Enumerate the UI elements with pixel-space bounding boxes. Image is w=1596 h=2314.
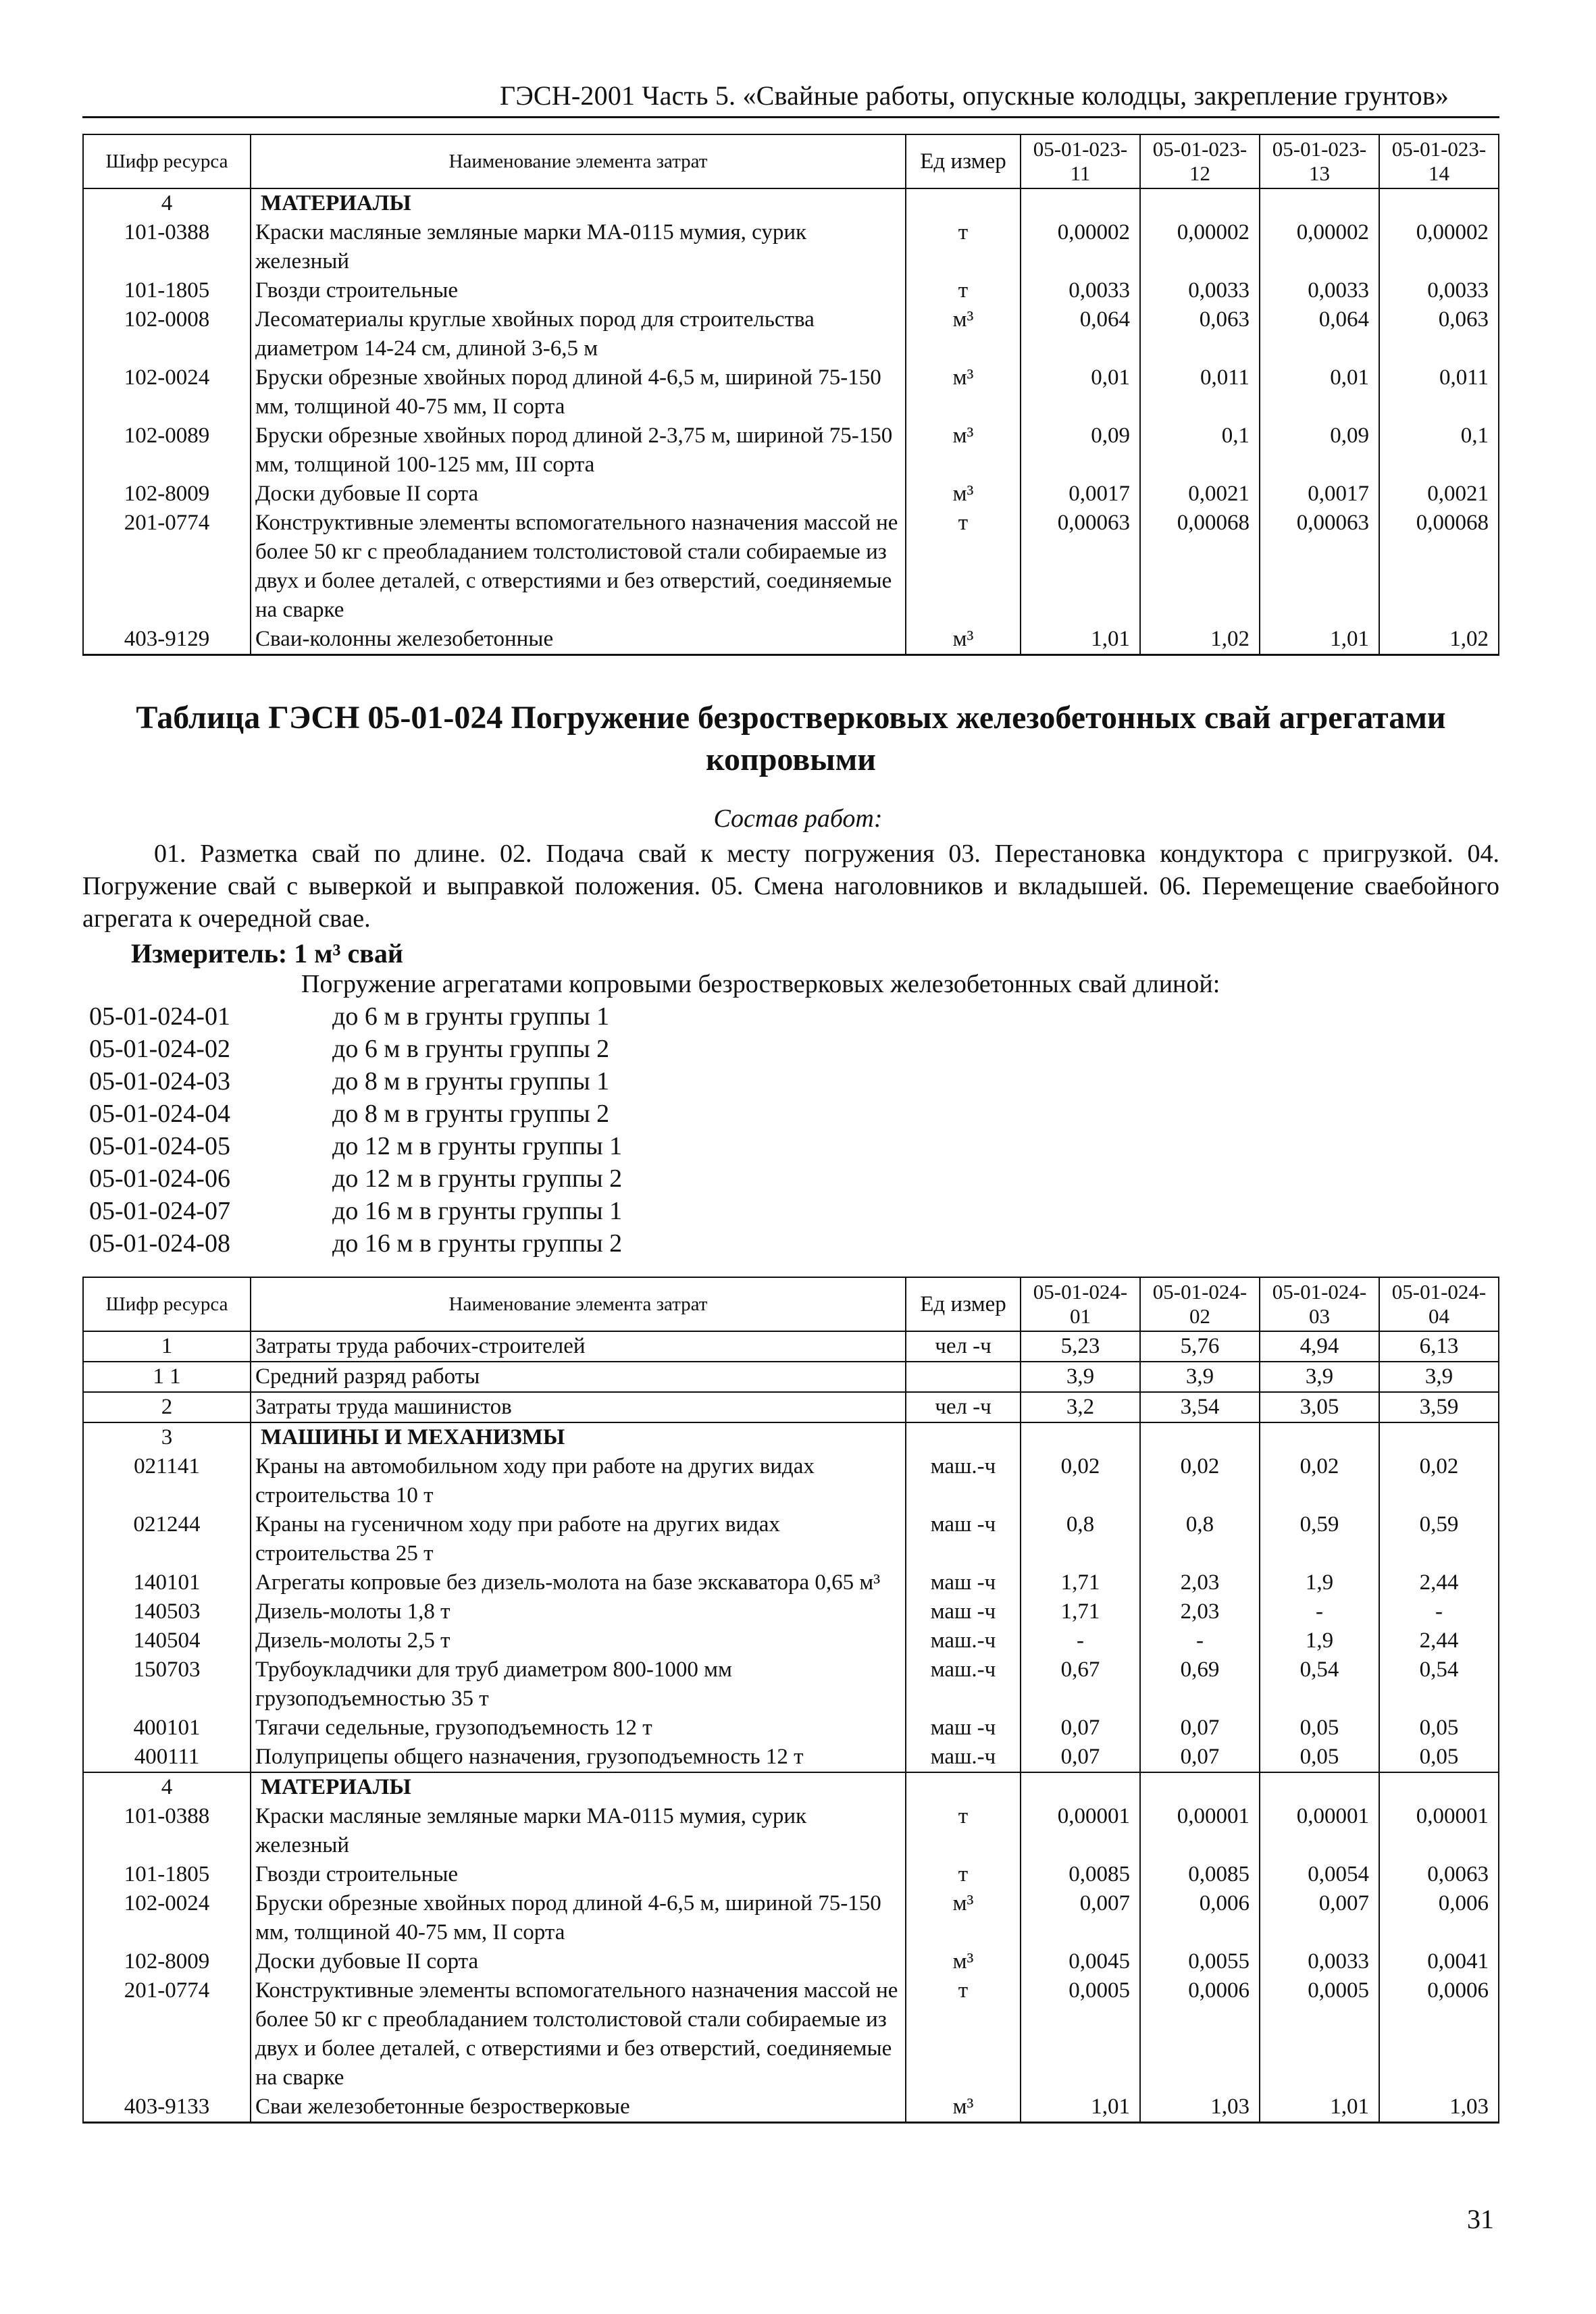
variant-code: 05-01-024-08 — [89, 1229, 230, 1258]
resource-name: Доски дубовые II сорта — [251, 1947, 906, 1976]
resource-name: Сваи железобетонные безростверковые — [251, 2092, 906, 2123]
resource-unit: маш -ч — [906, 1568, 1021, 1597]
variant-desc: до 12 м в грунты группы 1 — [332, 1132, 623, 1160]
variant-code: 05-01-024-05 — [89, 1132, 230, 1160]
norm-value: 0,00001 — [1379, 1802, 1499, 1860]
col-header-variant: 05-01-023-11 — [1021, 134, 1140, 188]
col-header-unit: Ед измер — [906, 134, 1021, 188]
col-header-variant: 05-01-024-03 — [1260, 1277, 1379, 1331]
norm-value: 0,02 — [1260, 1452, 1379, 1510]
col-header-name: Наименование элемента затрат — [251, 134, 906, 188]
measure-unit — [131, 937, 403, 969]
norm-value: 2,44 — [1379, 1568, 1499, 1597]
variant-desc: до 16 м в грунты группы 2 — [332, 1229, 623, 1258]
norm-value: 0,8 — [1021, 1510, 1140, 1568]
table-row — [83, 1889, 1499, 1947]
norm-value: 1,01 — [1260, 625, 1379, 655]
table-row — [83, 1452, 1499, 1510]
resource-code: 403-9129 — [83, 625, 251, 655]
col-header-code: Шифр ресурса — [83, 1277, 251, 1331]
norm-value: 0,0085 — [1021, 1860, 1140, 1889]
norm-value: 0,59 — [1260, 1510, 1379, 1568]
resource-code: 102-0089 — [83, 421, 251, 480]
resource-name: Тягачи седельные, грузоподъемность 12 т — [251, 1714, 906, 1743]
resource-name: Дизель-молоты 1,8 т — [251, 1597, 906, 1626]
variant-code: 05-01-024-07 — [89, 1197, 230, 1225]
norm-value: 0,01 — [1260, 363, 1379, 421]
norm-value: 1,02 — [1379, 625, 1499, 655]
norm-value: 0,05 — [1260, 1714, 1379, 1743]
variant-code: 05-01-024-03 — [89, 1067, 230, 1096]
norm-value: 0,0017 — [1260, 480, 1379, 509]
table-row — [83, 363, 1499, 421]
resource-unit: м³ — [906, 1889, 1021, 1947]
resource-table-023 — [82, 134, 1499, 656]
norm-value: 0,0006 — [1140, 1976, 1260, 2092]
resource-code: 403-9133 — [83, 2092, 251, 2123]
norm-value: 0,0021 — [1379, 480, 1499, 509]
norm-value: - — [1140, 1626, 1260, 1655]
resource-code: 140504 — [83, 1626, 251, 1655]
norm-value: 0,0045 — [1021, 1947, 1140, 1976]
norm-value: 0,05 — [1379, 1714, 1499, 1743]
resource-code: 1 — [83, 1331, 251, 1362]
col-header-variant: 05-01-023-12 — [1140, 134, 1260, 188]
variant-code: 05-01-024-01 — [89, 1002, 230, 1031]
resource-unit — [906, 1362, 1021, 1392]
norm-value: 1,03 — [1379, 2092, 1499, 2123]
resource-code: 101-1805 — [83, 1860, 251, 1889]
norm-value: 3,2 — [1021, 1392, 1140, 1422]
resource-name: Конструктивные элементы вспомогательного назначения массой не более 50 кг с преобладанием толстолистовой стали собираемые из двух и более деталей, с отверстиями и без отверстий, соединяемые на сварке — [251, 509, 906, 625]
resource-unit: м³ — [906, 363, 1021, 421]
resource-code: 101-0388 — [83, 1802, 251, 1860]
table-header-row — [83, 1277, 1499, 1331]
resource-code: 400101 — [83, 1714, 251, 1743]
norm-value: 0,00063 — [1021, 509, 1140, 625]
norm-value: 0,006 — [1140, 1889, 1260, 1947]
norm-value: 0,0054 — [1260, 1860, 1379, 1889]
norm-value: 0,063 — [1140, 305, 1260, 363]
variant-desc: до 8 м в грунты группы 2 — [332, 1100, 610, 1128]
table-row — [83, 1392, 1499, 1422]
resource-name: Полуприцепы общего назначения, грузоподъемность 12 т — [251, 1743, 906, 1772]
table-header-row — [83, 134, 1499, 188]
section-title: МАТЕРИАЛЫ — [251, 1772, 906, 1802]
variant-code: 05-01-024-04 — [89, 1100, 230, 1128]
col-header-variant: 05-01-024-02 — [1140, 1277, 1260, 1331]
norm-value: 3,9 — [1379, 1362, 1499, 1392]
norm-value: 1,9 — [1260, 1626, 1379, 1655]
resource-table-024 — [82, 1277, 1499, 2124]
measure-label: Измеритель: — [131, 938, 288, 969]
resource-unit: маш -ч — [906, 1510, 1021, 1568]
variant-desc: до 6 м в грунты группы 2 — [332, 1035, 610, 1063]
resource-name: Трубоукладчики для труб диаметром 800-1000 мм грузоподъемностью 35 т — [251, 1655, 906, 1714]
norm-value: 2,44 — [1379, 1626, 1499, 1655]
resource-unit: чел -ч — [906, 1392, 1021, 1422]
norm-value: 0,02 — [1021, 1452, 1140, 1510]
col-header-name: Наименование элемента затрат — [251, 1277, 906, 1331]
col-header-variant: 05-01-024-04 — [1379, 1277, 1499, 1331]
norm-value: 3,05 — [1260, 1392, 1379, 1422]
norm-value: 1,03 — [1140, 2092, 1260, 2123]
resource-name: Краски масляные земляные марки МА-0115 мумия, сурик железный — [251, 218, 906, 276]
norm-value: 1,71 — [1021, 1568, 1140, 1597]
section-code: 4 — [83, 1772, 251, 1802]
table-row — [83, 1860, 1499, 1889]
norm-value: 0,00001 — [1140, 1802, 1260, 1860]
norm-value: 0,011 — [1379, 363, 1499, 421]
norm-value: 0,07 — [1021, 1743, 1140, 1772]
section-code: 3 — [83, 1422, 251, 1452]
section-title: МАТЕРИАЛЫ — [251, 188, 906, 218]
section-row — [83, 188, 1499, 218]
norm-value: 0,0085 — [1140, 1860, 1260, 1889]
norm-value: 0,0033 — [1379, 276, 1499, 305]
table-row — [83, 218, 1499, 276]
norm-value: 0,1 — [1379, 421, 1499, 480]
variant-desc: до 12 м в грунты группы 2 — [332, 1164, 623, 1193]
norm-value: 0,0055 — [1140, 1947, 1260, 1976]
work-composition-text: 01. Разметка свай по длине. 02. Подача свай к месту погружения 03. Перестановка кондуктора с пригрузкой. 04. Погружение свай с выверкой и выправкой положения. 05. Смена наголовников и вкладышей. 06. Перемещение сваебойного агрегата к очередной свае. — [82, 840, 1499, 933]
table-row — [83, 1655, 1499, 1714]
norm-value: 0,00063 — [1260, 509, 1379, 625]
norm-value: 5,76 — [1140, 1331, 1260, 1362]
norm-value: 0,02 — [1140, 1452, 1260, 1510]
resource-name: Затраты труда машинистов — [251, 1392, 906, 1422]
variant-desc: до 6 м в грунты группы 1 — [332, 1002, 610, 1031]
norm-value: 0,07 — [1140, 1743, 1260, 1772]
table-row — [83, 1714, 1499, 1743]
table-row — [83, 276, 1499, 305]
norm-value: 0,00001 — [1021, 1802, 1140, 1860]
resource-unit: т — [906, 1976, 1021, 2092]
table-row — [83, 1626, 1499, 1655]
resource-unit: м³ — [906, 2092, 1021, 2123]
resource-code: 201-0774 — [83, 1976, 251, 2092]
norm-value: 1,01 — [1021, 625, 1140, 655]
resource-name: Краны на автомобильном ходу при работе на других видах строительства 10 т — [251, 1452, 906, 1510]
norm-value: 0,1 — [1140, 421, 1260, 480]
norm-value: 0,09 — [1021, 421, 1140, 480]
norm-value: 0,0033 — [1021, 276, 1140, 305]
norm-value: 3,9 — [1021, 1362, 1140, 1392]
resource-name: Дизель-молоты 2,5 т — [251, 1626, 906, 1655]
resource-unit: т — [906, 276, 1021, 305]
norm-value: 0,00068 — [1140, 509, 1260, 625]
table-row — [83, 1947, 1499, 1976]
table-row — [83, 480, 1499, 509]
norm-value: 5,23 — [1021, 1331, 1140, 1362]
variants-intro: Погружение агрегатами копровыми безростверковых железобетонных свай длиной: — [301, 970, 1220, 998]
norm-value: 0,0033 — [1140, 276, 1260, 305]
resource-unit: маш -ч — [906, 1714, 1021, 1743]
table-row — [83, 2092, 1499, 2123]
norm-value: 0,69 — [1140, 1655, 1260, 1714]
norm-value: 0,0021 — [1140, 480, 1260, 509]
table-row — [83, 1362, 1499, 1392]
table-row — [83, 305, 1499, 363]
resource-unit: маш.-ч — [906, 1626, 1021, 1655]
resource-name: Бруски обрезные хвойных пород длиной 4-6,5 м, шириной 75-150 мм, толщиной 40-75 мм, II сорта — [251, 363, 906, 421]
resource-code: 102-8009 — [83, 1947, 251, 1976]
norm-value: 1,71 — [1021, 1597, 1140, 1626]
norm-value: 0,0006 — [1379, 1976, 1499, 2092]
norm-value: 3,9 — [1260, 1362, 1379, 1392]
col-header-variant: 05-01-023-14 — [1379, 134, 1499, 188]
table-row — [83, 1976, 1499, 2092]
table-row — [83, 509, 1499, 625]
table-row — [83, 1597, 1499, 1626]
norm-value: 0,00002 — [1021, 218, 1140, 276]
resource-unit: т — [906, 509, 1021, 625]
norm-value: 0,54 — [1260, 1655, 1379, 1714]
resource-code: 140101 — [83, 1568, 251, 1597]
norm-value: 3,9 — [1140, 1362, 1260, 1392]
resource-name: Затраты труда рабочих-строителей — [251, 1331, 906, 1362]
measure-value: 1 м³ свай — [294, 938, 403, 969]
section-row — [83, 1772, 1499, 1802]
resource-code: 102-8009 — [83, 480, 251, 509]
resource-code: 021141 — [83, 1452, 251, 1510]
norm-value: 0,09 — [1260, 421, 1379, 480]
norm-value: 0,064 — [1021, 305, 1140, 363]
norm-value: - — [1379, 1597, 1499, 1626]
resource-name: Гвозди строительные — [251, 1860, 906, 1889]
header-rule — [82, 116, 1499, 118]
norm-value: 0,0033 — [1260, 1947, 1379, 1976]
resource-unit: маш.-ч — [906, 1655, 1021, 1714]
norm-value: 1,01 — [1260, 2092, 1379, 2123]
norm-value: 0,0033 — [1260, 276, 1379, 305]
norm-value: 0,007 — [1021, 1889, 1140, 1947]
resource-code: 150703 — [83, 1655, 251, 1714]
table-row — [83, 1568, 1499, 1597]
resource-name: Бруски обрезные хвойных пород длиной 2-3,75 м, шириной 75-150 мм, толщиной 100-125 мм, III сорта — [251, 421, 906, 480]
col-header-code: Шифр ресурса — [83, 134, 251, 188]
resource-unit: м³ — [906, 1947, 1021, 1976]
running-header: ГЭСН-2001 Часть 5. «Свайные работы, опускные колодцы, закрепление грунтов» — [500, 80, 1449, 111]
norm-value: 0,006 — [1379, 1889, 1499, 1947]
table-row — [83, 625, 1499, 655]
resource-unit: чел -ч — [906, 1331, 1021, 1362]
resource-name: Агрегаты копровые без дизель-молота на базе экскаватора 0,65 м³ — [251, 1568, 906, 1597]
norm-value: 0,00002 — [1379, 218, 1499, 276]
resource-code: 101-1805 — [83, 276, 251, 305]
norm-value: - — [1021, 1626, 1140, 1655]
norm-value: 1,01 — [1021, 2092, 1140, 2123]
norm-value: 0,00002 — [1260, 218, 1379, 276]
table-row — [83, 421, 1499, 480]
section-title: МАШИНЫ И МЕХАНИЗМЫ — [251, 1422, 906, 1452]
resource-code: 400111 — [83, 1743, 251, 1772]
variant-code: 05-01-024-06 — [89, 1164, 230, 1193]
norm-value: 2,03 — [1140, 1597, 1260, 1626]
variant-code: 05-01-024-02 — [89, 1035, 230, 1063]
section-row — [83, 1422, 1499, 1452]
norm-value: 0,05 — [1260, 1743, 1379, 1772]
norm-value: 4,94 — [1260, 1331, 1379, 1362]
table-row — [83, 1510, 1499, 1568]
resource-name: Краны на гусеничном ходу при работе на других видах строительства 25 т — [251, 1510, 906, 1568]
work-composition-heading: Состав работ: — [713, 804, 883, 833]
resource-name: Гвозди строительные — [251, 276, 906, 305]
norm-value: 1,9 — [1260, 1568, 1379, 1597]
resource-code: 2 — [83, 1392, 251, 1422]
resource-name: Сваи-колонны железобетонные — [251, 625, 906, 655]
resource-code: 140503 — [83, 1597, 251, 1626]
norm-value: 0,00068 — [1379, 509, 1499, 625]
norm-value: 0,00001 — [1260, 1802, 1379, 1860]
col-header-variant: 05-01-024-01 — [1021, 1277, 1140, 1331]
table-row — [83, 1331, 1499, 1362]
norm-value: 0,02 — [1379, 1452, 1499, 1510]
table-title: Таблица ГЭСН 05-01-024 Погружение безростверковых железобетонных свай агрегатами копровыми — [136, 700, 1446, 777]
norm-value: 3,59 — [1379, 1392, 1499, 1422]
norm-value: 0,0041 — [1379, 1947, 1499, 1976]
resource-code: 101-0388 — [83, 218, 251, 276]
norm-value: 0,064 — [1260, 305, 1379, 363]
resource-name: Лесоматериалы круглые хвойных пород для строительства диаметром 14-24 см, длиной 3-6,5 м — [251, 305, 906, 363]
norm-value: 0,54 — [1379, 1655, 1499, 1714]
resource-code: 102-0024 — [83, 1889, 251, 1947]
norm-value: 0,0005 — [1260, 1976, 1379, 2092]
norm-value: 3,54 — [1140, 1392, 1260, 1422]
resource-name: Конструктивные элементы вспомогательного назначения массой не более 50 кг с преобладанием толстолистовой стали собираемые из двух и более деталей, с отверстиями и без отверстий, соединяемые на сварке — [251, 1976, 906, 2092]
norm-value: - — [1260, 1597, 1379, 1626]
norm-value: 0,00002 — [1140, 218, 1260, 276]
resource-unit: м³ — [906, 625, 1021, 655]
section-code: 4 — [83, 188, 251, 218]
norm-value: 0,007 — [1260, 1889, 1379, 1947]
norm-value: 1,02 — [1140, 625, 1260, 655]
resource-code: 102-0024 — [83, 363, 251, 421]
resource-code: 102-0008 — [83, 305, 251, 363]
resource-name: Доски дубовые II сорта — [251, 480, 906, 509]
resource-unit: т — [906, 1802, 1021, 1860]
table-row — [83, 1802, 1499, 1860]
norm-value: 0,67 — [1021, 1655, 1140, 1714]
norm-value: 0,59 — [1379, 1510, 1499, 1568]
norm-value: 0,011 — [1140, 363, 1260, 421]
variant-desc: до 8 м в грунты группы 1 — [332, 1067, 610, 1096]
norm-value: 0,01 — [1021, 363, 1140, 421]
resource-unit: маш.-ч — [906, 1452, 1021, 1510]
variant-desc: до 16 м в грунты группы 1 — [332, 1197, 623, 1225]
resource-code: 201-0774 — [83, 509, 251, 625]
norm-value: 6,13 — [1379, 1331, 1499, 1362]
resource-name: Бруски обрезные хвойных пород длиной 4-6,5 м, шириной 75-150 мм, толщиной 40-75 мм, II сорта — [251, 1889, 906, 1947]
resource-code: 021244 — [83, 1510, 251, 1568]
norm-value: 0,063 — [1379, 305, 1499, 363]
resource-unit: маш -ч — [906, 1597, 1021, 1626]
norm-value: 0,8 — [1140, 1510, 1260, 1568]
resource-unit: т — [906, 218, 1021, 276]
norm-value: 0,0005 — [1021, 1976, 1140, 2092]
norm-value: 0,0017 — [1021, 480, 1140, 509]
resource-unit: м³ — [906, 480, 1021, 509]
norm-value: 0,07 — [1021, 1714, 1140, 1743]
resource-name: Средний разряд работы — [251, 1362, 906, 1392]
table-row — [83, 1743, 1499, 1772]
resource-code: 1 1 — [83, 1362, 251, 1392]
col-header-variant: 05-01-023-13 — [1260, 134, 1379, 188]
resource-name: Краски масляные земляные марки МА-0115 мумия, сурик железный — [251, 1802, 906, 1860]
resource-unit: маш.-ч — [906, 1743, 1021, 1772]
norm-value: 2,03 — [1140, 1568, 1260, 1597]
norm-value: 0,0063 — [1379, 1860, 1499, 1889]
resource-unit: т — [906, 1860, 1021, 1889]
resource-unit: м³ — [906, 421, 1021, 480]
resource-unit: м³ — [906, 305, 1021, 363]
norm-value: 0,05 — [1379, 1743, 1499, 1772]
page-number: 31 — [1467, 2204, 1494, 2234]
col-header-unit: Ед измер — [906, 1277, 1021, 1331]
norm-value: 0,07 — [1140, 1714, 1260, 1743]
